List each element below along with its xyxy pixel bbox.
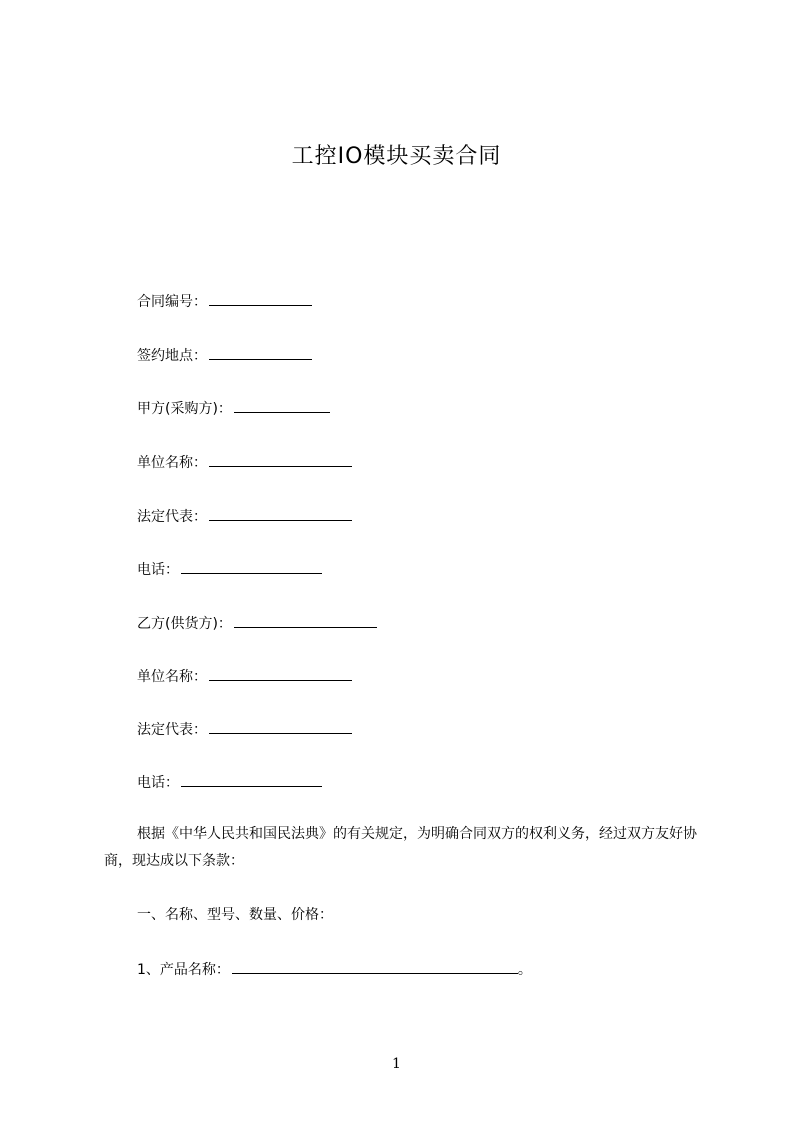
intro-paragraph: 根据《中华人民共和国民法典》的有关规定，为明确合同双方的权利义务，经过双方友好协商，现达成以下条款： [104, 826, 697, 869]
field-label: 签约地点： [137, 348, 207, 364]
party-a-phone-field [137, 560, 322, 579]
product-name-label: 1、产品名称： [137, 962, 230, 978]
party-a-representative-field [137, 507, 352, 526]
party-a-phone-blank[interactable] [181, 560, 322, 574]
party-b-phone-blank[interactable] [181, 773, 322, 787]
party-a-company-field [137, 453, 352, 472]
party-b-representative-blank[interactable] [209, 720, 352, 734]
party-a-company-blank[interactable] [209, 453, 352, 467]
field-label: 电话： [137, 562, 179, 578]
contract-number-blank[interactable] [209, 292, 312, 306]
party-a-field [137, 399, 330, 418]
field-label: 甲方(采购方)： [137, 401, 232, 417]
product-name-blank[interactable] [232, 960, 518, 974]
product-name-suffix: 。 [517, 962, 532, 978]
party-a-representative-blank[interactable] [209, 507, 352, 521]
field-label: 合同编号： [137, 294, 207, 310]
party-b-company-field [137, 667, 352, 686]
field-label: 法定代表： [137, 722, 207, 738]
party-b-blank[interactable] [234, 614, 377, 628]
document-title: 工控IO模块买卖合同 [291, 144, 502, 169]
page-number: 1 [392, 1056, 401, 1072]
field-label: 电话： [137, 775, 179, 791]
signing-place-field [137, 346, 312, 365]
signing-place-blank[interactable] [209, 346, 312, 360]
field-label: 乙方(供货方)： [137, 616, 232, 632]
field-label: 单位名称： [137, 669, 207, 685]
section-heading: 一、名称、型号、数量、价格： [137, 907, 333, 923]
contract-number-field [137, 292, 312, 311]
party-b-company-blank[interactable] [209, 667, 352, 681]
field-label: 单位名称： [137, 455, 207, 471]
party-a-blank[interactable] [234, 399, 330, 413]
party-b-phone-field [137, 773, 322, 792]
field-label: 法定代表： [137, 509, 207, 525]
party-b-representative-field [137, 720, 352, 739]
party-b-field [137, 614, 377, 633]
product-name-field [137, 960, 532, 979]
